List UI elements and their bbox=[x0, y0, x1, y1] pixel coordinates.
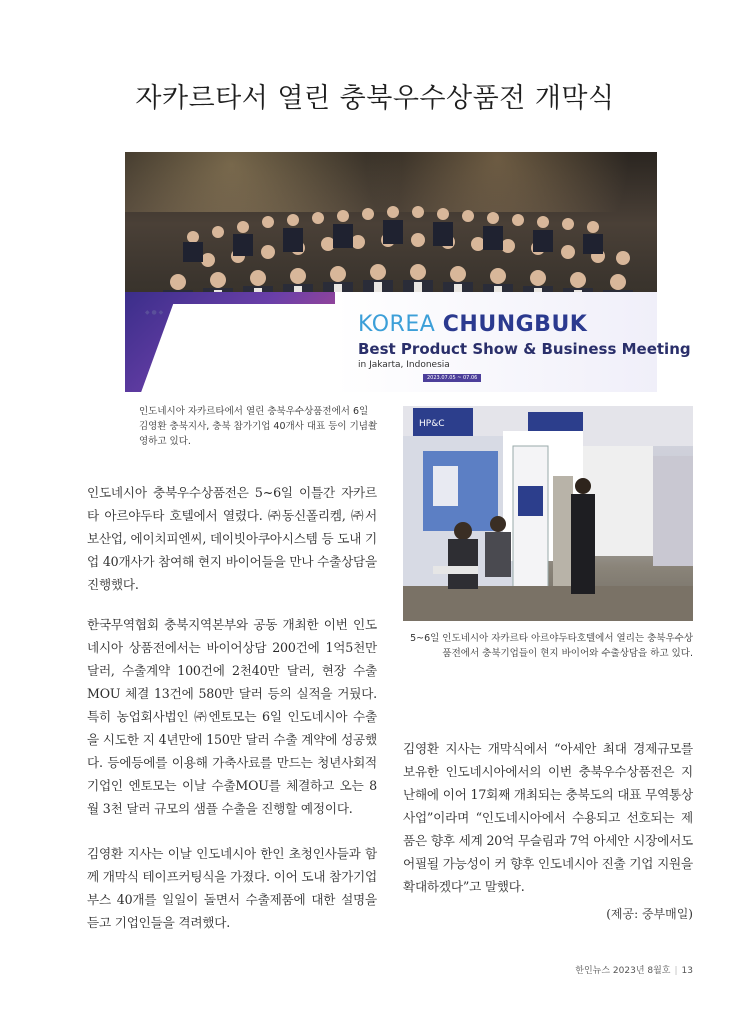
banner-korea-text: KOREA bbox=[358, 312, 436, 337]
page-footer bbox=[450, 963, 693, 976]
booth-illustration bbox=[403, 406, 693, 621]
booth-photo bbox=[403, 406, 693, 621]
group-photo bbox=[125, 152, 691, 392]
photo2-caption: 5~6일 인도네시아 자카르타 아르야두타호텔에서 열리는 충북우수상품전에서 충북기업들이 현지 바이어와 수출상담을 하고 있다. bbox=[410, 633, 693, 659]
banner-event-name: Best Product Show & Business Meeting bbox=[358, 340, 691, 358]
footer-separator: | bbox=[674, 966, 678, 976]
publication-name: 한인뉴스 2023년 8월호 bbox=[575, 966, 671, 976]
booth-sign: HP&C bbox=[419, 419, 445, 429]
article-title: 자카르타서 열린 충북우수상품전 개막식 bbox=[135, 83, 615, 114]
banner-korea-chungbuk bbox=[358, 312, 587, 337]
article-paragraph-3: 김영환 지사는 이날 인도네시아 한인 초청인사들과 함께 개막식 테이프커팅식을 가졌다. 이어 도내 참가기업 부스 40개를 일일이 돌면서 수출제품에 대한 설명을 듣고 기업인들을 격려했다. bbox=[87, 846, 377, 930]
article-paragraph-4: 김영환 지사는 개막식에서 “아세안 최대 경제규모를 보유한 인도네시아에서의 이번 충북우수상품전은 지난해에 이어 17회째 개최되는 충북도의 대표 무역통상사업”이라며 “인도네시아에서 수용되고 선호되는 제품은 향후 세계 20억 무슬림과 7억 아세안 시장에서도 어필될 가능성이 커 향후 인도네시아 진출 기업 지원을 확대하겠다”고 말했다. bbox=[403, 741, 693, 894]
banner-chungbuk-text: CHUNGBUK bbox=[442, 312, 588, 337]
sponsor-logos: ◆ ● ◆ bbox=[145, 309, 164, 316]
banner-location: in Jakarta, Indonesia bbox=[358, 360, 450, 370]
page-number: 13 bbox=[681, 966, 693, 976]
article-paragraph-2: 한국무역협회 충북지역본부와 공동 개최한 이번 인도네시아 상품전에서는 바이어상담 200건에 1억5천만 달러, 수출계약 100건에 2천40만 달러, 현장 수출MOU 체결 13건에 580만 달러 등의 실적을 거뒀다. 특히 농업회사법인 ㈜엔토모는 6일 인도네시아 수출을 시도한 지 4년만에 150만 달러 수출 계약에 성공했다. 등에등에를 이용해 가축사료를 만드는 청년사회적기업인 엔토모는 이날 수출MOU를 체결하고 오는 8월 3천 달러 규모의 샘플 수출을 진행할 예정이다. bbox=[87, 617, 377, 816]
photo1-caption: 인도네시아 자카르타에서 열린 충북우수상품전에서 6일 김영환 충북지사, 충북 참가기업 40개사 대표 등이 기념촬영하고 있다. bbox=[139, 406, 378, 447]
article-paragraph-1: 인도네시아 충북우수상품전은 5~6일 이틀간 자카르타 아르야두타 호텔에서 열렸다. ㈜동신폴리켐, ㈜서보산업, 에이치피엔씨, 데이빗아쿠아시스템 등 도내 기업 40개사가 참여해 현지 바이어들을 만나 수출상담을 진행했다. bbox=[87, 485, 377, 592]
article-credit: (제공: 중부매일) bbox=[606, 907, 693, 921]
banner-date: 2023.07.05 ~ 07.06 bbox=[423, 374, 481, 382]
